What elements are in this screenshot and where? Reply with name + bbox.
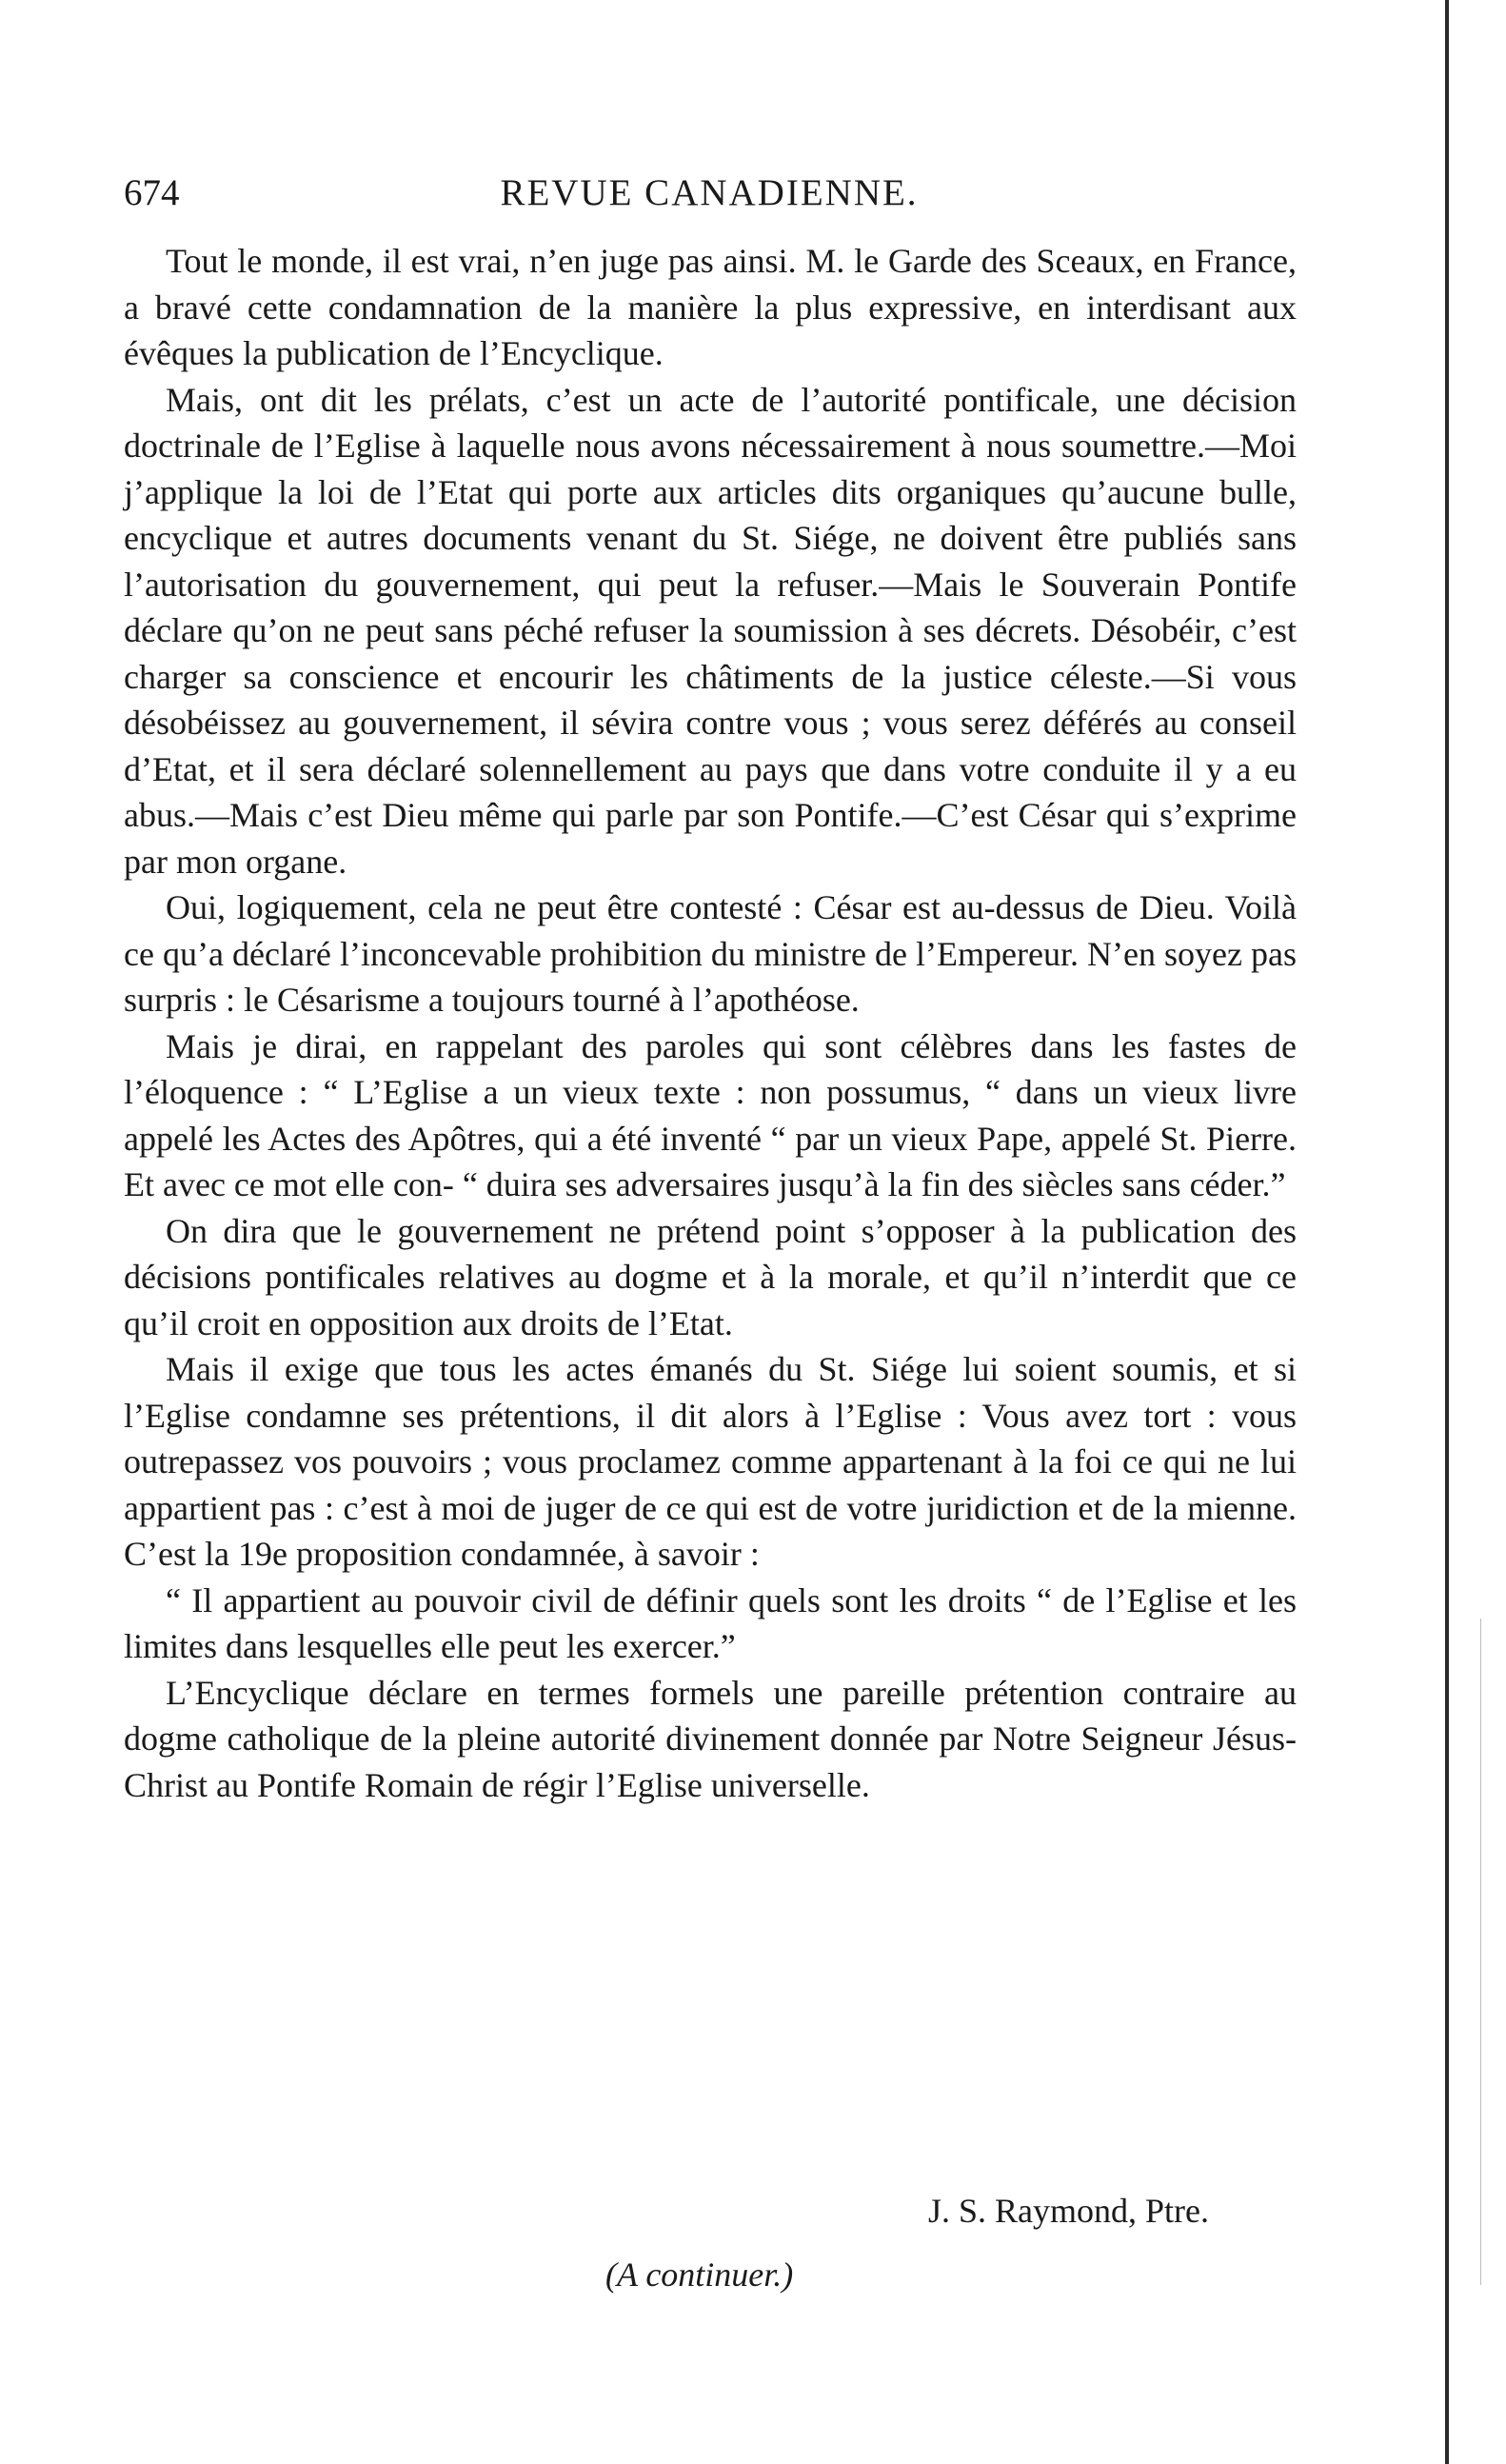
page-edge-line <box>1445 0 1449 2464</box>
article-body <box>124 238 1297 1808</box>
paragraph-2: Mais, ont dit les prélats, c’est un acte de l’autorité pontificale, une décision doctrinale de l’Eglise à laquelle nous avons nécessairement à nous soumettre.—Moi j’applique la loi de l’Etat qui porte aux articles dits organiques qu’aucune bulle, encyclique et autres documents venant du St. Siége, ne doivent être publiés sans l’autorisation du gouvernement, qui peut la refuser.—Mais le Souverain Pontife déclare qu’on ne peut sans péché refuser la soumission à ses décrets. Désobéir, c’est charger sa conscience et encourir les châtiments de la justice céleste.—Si vous désobéissez au gouvernement, il sévira contre vous ; vous serez déférés au conseil d’Etat, et il sera déclaré solennellement au pays que dans votre conduite il y a eu abus.—Mais c’est Dieu même qui parle par son Pontife.—C’est César qui s’exprime par mon organe. <box>124 380 1297 881</box>
continuation-note: (A continuer.) <box>605 2255 794 2294</box>
page-number: 674 <box>124 172 180 213</box>
paragraph-3: Oui, logiquement, cela ne peut être contesté : César est au-dessus de Dieu. Voilà ce qu’a déclaré l’inconcevable prohibition du ministre de l’Empereur. N’en soyez pas surpris : le Césarisme a toujours tourné à l’apothéose. <box>124 888 1297 1019</box>
paragraph-7-quotation: “ Il appartient au pouvoir civil de définir quels sont les droits “ de l’Eglise et les limites dans lesquelles elle peut les exercer.” <box>124 1580 1297 1665</box>
paragraph-6: Mais il exige que tous les actes émanés du St. Siége lui soient soumis, et si l’Eglise condamne ses prétentions, il dit alors à l’Eglise : Vous avez tort : vous outrepassez vos pouvoirs ; vous proclamez comme appartenant à la foi ce qui ne lui appartient pas : c’est à moi de juger de ce qui est de votre juridiction et de la mienne. C’est la 19e proposition condamnée, à savoir : <box>124 1350 1297 1573</box>
page-edge-faint-line <box>1480 1619 1481 2285</box>
page-header <box>124 169 1295 217</box>
running-title: REVUE CANADIENNE. <box>500 172 919 213</box>
paragraph-1: Tout le monde, il est vrai, n’en juge pas ainsi. M. le Garde des Sceaux, en France, a bravé cette condamnation de la manière la plus expressive, en interdisant aux évêques la publication de l’Encyclique. <box>124 242 1297 372</box>
paragraph-5: On dira que le gouvernement ne prétend point s’opposer à la publication des décisions pontificales relatives au dogme et à la morale, et qu’il n’interdit que ce qu’il croit en opposition aux droits de l’Etat. <box>124 1211 1297 1342</box>
paragraph-4-quotation: Mais je dirai, en rappelant des paroles qui sont célèbres dans les fastes de l’éloquence : “ L’Eglise a un vieux texte : non possumus, “ dans un vieux livre appelé les Actes des Apôtres, qui a été inventé “ par un vieux Pape, appelé St. Pierre. Et avec ce mot elle con- “ duira ses adversaires jusqu’à la fin des siècles sans céder.” <box>124 1026 1297 1203</box>
author-signature: J. S. Raymond, Ptre. <box>928 2192 1210 2230</box>
paragraph-8: L’Encyclique déclare en termes formels une pareille prétention contraire au dogme catholique de la pleine autorité divinement donnée par Notre Seigneur Jésus-Christ au Pontife Romain de régir l’Eglise universelle. <box>124 1673 1297 1804</box>
